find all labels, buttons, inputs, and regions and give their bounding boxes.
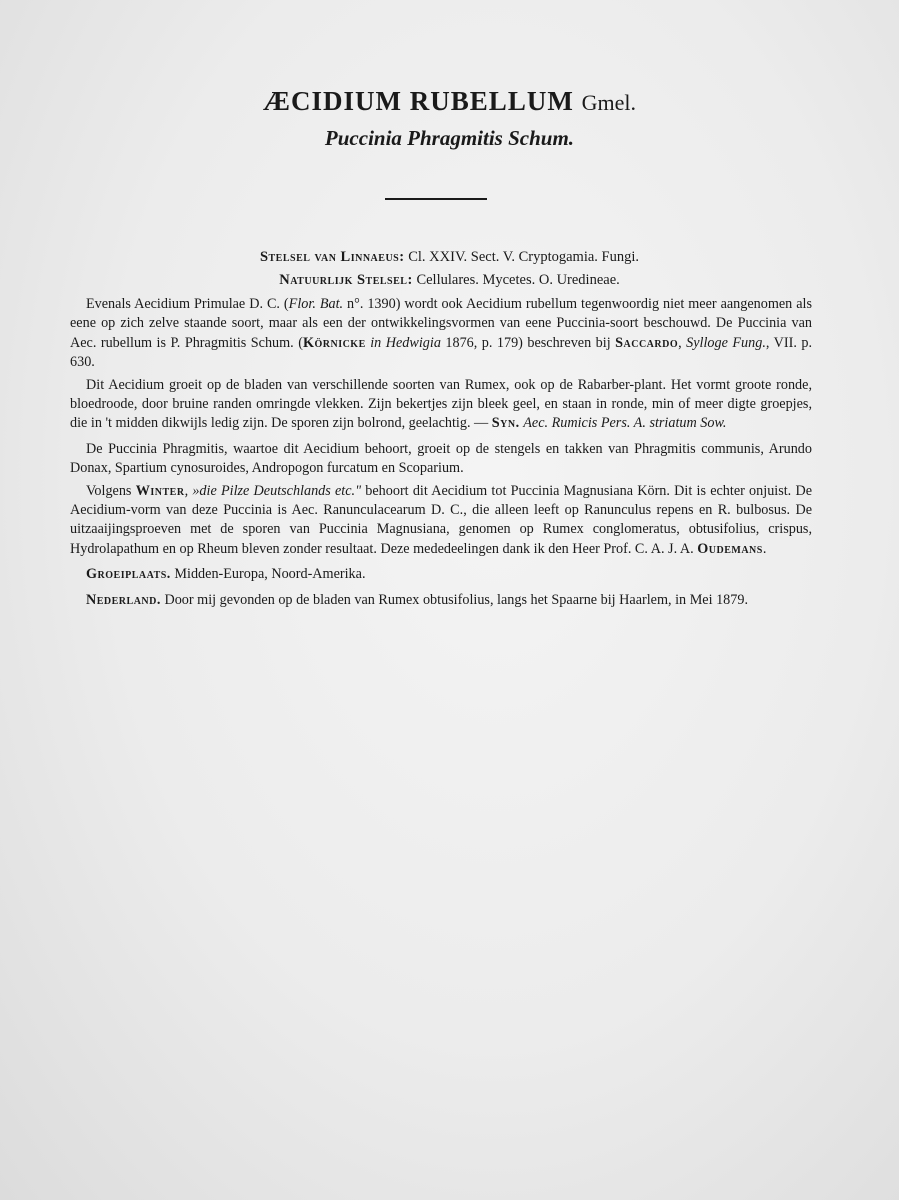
title-name: ÆCIDIUM RUBELLUM	[263, 86, 574, 116]
p1-text-b: n°. 1390) wordt ook Aecidium rubellum tegenwoordig niet meer aangenomen als eene op zich zelve staande soort, maar als een der ontwikkelingsvormen van eene Puccinia-soort beschouwd. De Puccinia van Aec. rubellum is P. Phragmitis Schum. (	[70, 296, 813, 351]
p1-text-c: 1876, p. 179) beschreven bij	[440, 334, 616, 351]
netherlands-label: Nederland.	[86, 591, 161, 608]
habitat-value: Midden-Europa, Noord-Amerika.	[170, 566, 366, 583]
paragraph-hosts: De Puccinia Phragmitis, waartoe dit Aecidium behoort, groeit op de stengels en takken van Phragmitis communis, Arundo Donax, Spartium cynosuroides, Andropogon furcatum en Scoparium.	[70, 440, 812, 477]
linnaeus-value: Cl. XXIV. Sect. V. Cryptogamia. Fungi.	[408, 249, 640, 265]
page-subtitle: Puccinia Phragmitis Schum.	[324, 126, 575, 150]
paragraph-habitat	[70, 565, 812, 584]
paragraph-description	[70, 376, 812, 434]
winter-name: Winter	[135, 482, 185, 499]
natural-value: Cellulares. Mycetes. O. Uredineae.	[416, 272, 620, 288]
p2-text-a: Dit Aecidium groeit op de bladen van verschillende soorten van Rumex, ook op de Rabarber-plant. Het vormt groote ronde, bloedroode, door bruine randen omringde vlekken. Zijn bekertjes zijn bleek geel, en staan in ronde, min of meer digte groepjes, die in 't midden dikwijls ledig zijn. De sporen zijn bolrond, geelachtig. —	[70, 376, 812, 432]
winter-quote: , »die Pilze Deutschlands etc."	[184, 482, 362, 499]
linnaeus-system-line	[0, 249, 899, 266]
sylloge-ref: Sylloge Fung.	[686, 334, 766, 351]
netherlands-value: Door mij gevonden op de bladen van Rumex obtusifolius, langs het Spaarne bij Haarlem, in Mei 1879.	[160, 591, 749, 608]
kornicke-name: Körnicke	[302, 334, 366, 351]
linnaeus-label: Stelsel van Linnaeus	[259, 249, 400, 265]
paragraph-primulae: Evenals Aecidium Primulae D. C. (Flor. Bat. n°. 1390) wordt ook Aecidium rubellum tegenwoordig niet meer aangenomen als eene op zich zelve staande soort, maar als een der ontwikkelingsvormen van eene Puccinia-soort beschouwd. De Puccinia van Aec. rubellum is P. Phragmitis Schum. (Körnicke in Hedwigia 1876, p. 179) beschreven bij Saccardo, Sylloge Fung., VII. p. 630.	[70, 296, 813, 371]
body-text	[70, 295, 812, 613]
title-divider	[385, 198, 487, 200]
oudemans-name: Oudemans	[697, 540, 763, 557]
paragraph-winter	[70, 482, 812, 560]
p4-text-c: .	[762, 540, 767, 557]
syn-value: Aec. Rumicis Pers. A. striatum Sow.	[523, 415, 727, 432]
natural-label: Natuurlijk Stelsel	[279, 272, 408, 288]
linnaeus-colon: :	[399, 249, 405, 265]
p4-text-a: Volgens	[86, 482, 136, 499]
syn-label: Syn.	[491, 415, 520, 432]
p1-text-d: , VII. p. 630.	[70, 334, 812, 371]
page-title	[0, 86, 899, 117]
flor-bat-ref: Flor. Bat.	[288, 296, 344, 312]
hedwigia-ref: in Hedwigia	[365, 334, 441, 351]
title-authority: Gmel.	[581, 90, 636, 115]
paragraph-netherlands	[70, 591, 812, 610]
p1-text-a: Evenals Aecidium Primulae D. C. (	[86, 296, 289, 312]
saccardo-name: Saccardo	[615, 334, 679, 351]
p4-text-b: behoort dit Aecidium tot Puccinia Magnusiana Körn. Dit is echter onjuist. De Aecidium-vorm van deze Puccinia is Aec. Ranunculacearum D. C., die alleen leeft op Ranunculus repens en R. bulbosus. De uitzaaijingsproeven met de sporen van Puccinia Magnusiana, genomen op Rumex conglomeratus, obtusifolius, crispus, Hydrolapathum en op Rheum bleven zonder resultaat. Deze mededeelingen dank ik den Heer Prof. C. A. J. A.	[70, 482, 812, 557]
natural-colon: :	[407, 272, 413, 288]
habitat-label: Groeiplaats.	[86, 566, 171, 583]
natural-system-line	[0, 272, 899, 289]
